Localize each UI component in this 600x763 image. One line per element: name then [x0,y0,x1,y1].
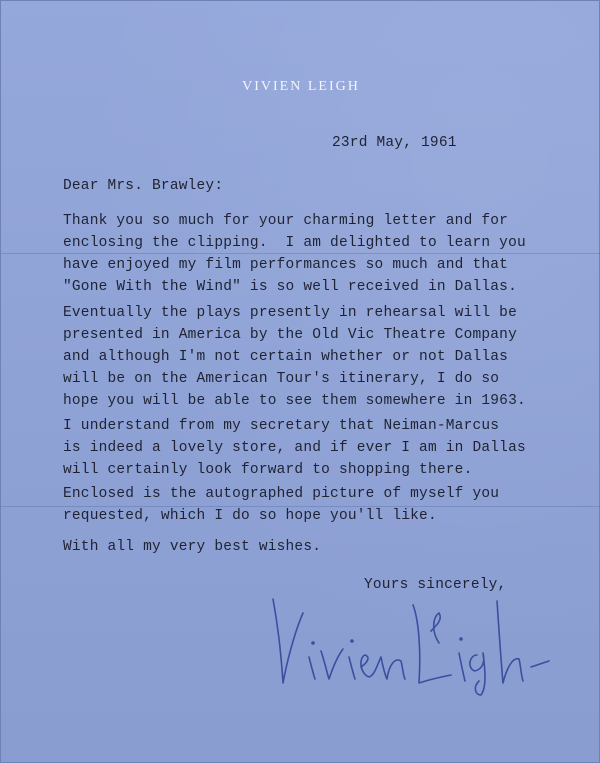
body-paragraph: Enclosed is the autographed picture of myself you requested, which I do so hope you'll like. [63,486,500,524]
body-paragraph: Thank you so much for your charming letter and for enclosing the clipping. I am delighted to learn you have enjoyed my film performances so much and that "Gone With the Wind" is so well received in Dallas. [63,213,526,295]
letterhead: VIVIEN LEIGH [242,79,360,94]
handwritten-signature [263,591,563,701]
body-paragraph: I understand from my secretary that Neiman-Marcus is indeed a lovely store, and if ever I am in Dallas will certainly look forward to shopping there. [63,418,526,478]
letter-date: 23rd May, 1961 [332,135,457,151]
closing-line: With all my very best wishes. [63,539,322,555]
salutation: Dear Mrs. Brawley: [63,178,224,194]
sign-off: Yours sincerely, [364,577,507,593]
body-paragraph: Eventually the plays presently in rehearsal will be presented in America by the Old Vic Theatre Company and although I'm not certain whether or not Dallas will be on the American Tour's itinerary, I do so hope you will be able to see them somewhere in 1963. [63,305,526,409]
